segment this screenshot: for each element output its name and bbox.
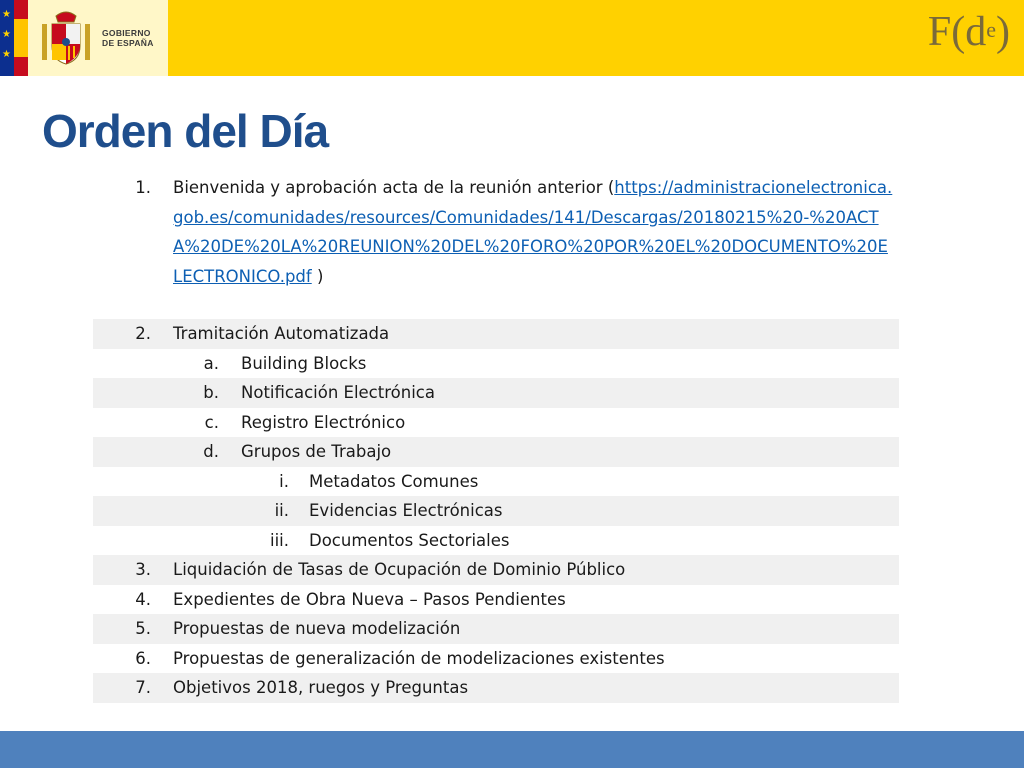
gov-line1: GOBIERNO xyxy=(102,28,151,38)
agenda-item xyxy=(93,319,899,349)
agenda-item xyxy=(93,673,899,703)
minutes-link[interactable]: https://administracionelectronica.gob.es/comunidades/resources/Comunidades/141/Descargas/20180215%20-%20ACTA%20DE%20LA%20REUNION%20DEL%20FORO%20POR%20EL%20DOCUMENTO%20ELECTRONICO.pdf xyxy=(173,178,893,286)
item-text: Documentos Sectoriales xyxy=(309,530,510,550)
agenda-subitem xyxy=(93,378,899,408)
item-text: Building Blocks xyxy=(241,353,367,373)
item-number: a. xyxy=(203,353,219,373)
item-text-before: Bienvenida y aprobación acta de la reunión anterior ( xyxy=(173,178,615,197)
item-number: 1. xyxy=(135,178,151,197)
item-text: Notificación Electrónica xyxy=(241,383,435,402)
coat-of-arms-icon xyxy=(40,10,92,66)
header-band xyxy=(0,0,1024,76)
item-text xyxy=(173,173,893,291)
item-text: Metadatos Comunes xyxy=(309,471,479,491)
item-text: Tramitación Automatizada xyxy=(173,324,390,343)
agenda-item xyxy=(93,614,899,644)
item-text: Liquidación de Tasas de Ocupación de Dominio Público xyxy=(173,560,626,579)
item-number: i. xyxy=(279,471,289,491)
item-text: Grupos de Trabajo xyxy=(241,442,392,461)
fde-logo-main: F(d xyxy=(927,9,987,55)
item-number: 3. xyxy=(135,560,151,579)
slide-title: Orden del Día xyxy=(42,105,329,157)
item-number: b. xyxy=(203,383,219,402)
agenda-item xyxy=(93,555,899,585)
agenda-item xyxy=(93,644,899,674)
eu-flag-strip xyxy=(0,0,14,76)
item-text: Evidencias Electrónicas xyxy=(309,501,503,520)
government-logo xyxy=(28,0,168,76)
agenda-subitem xyxy=(93,408,899,438)
spain-flag-strip xyxy=(14,0,28,76)
item-text: Objetivos 2018, ruegos y Preguntas xyxy=(173,678,469,697)
item-number: ii. xyxy=(274,501,289,520)
item-number: 6. xyxy=(135,648,151,668)
agenda-subsubitem xyxy=(93,496,899,526)
item-number: c. xyxy=(204,412,219,432)
agenda-subitem xyxy=(93,437,899,467)
item-text: Expedientes de Obra Nueva – Pasos Pendientes xyxy=(173,589,566,609)
agenda-item xyxy=(93,585,899,615)
item-text: Registro Electrónico xyxy=(241,412,406,432)
item-text-after: ) xyxy=(311,266,324,286)
star-icon: ★ xyxy=(2,29,11,40)
star-icon: ★ xyxy=(2,49,11,60)
footer-band xyxy=(0,731,1024,768)
gov-line2: DE ESPAÑA xyxy=(102,38,154,48)
item-text: Propuestas de generalización de modelizaciones existentes xyxy=(173,648,665,668)
star-icon: ★ xyxy=(2,9,11,20)
government-name xyxy=(102,28,154,48)
fde-logo-sup: e xyxy=(986,17,996,42)
item-number: 2. xyxy=(135,324,151,343)
agenda-list xyxy=(93,173,899,703)
fde-logo xyxy=(928,8,1010,56)
agenda-subsubitem xyxy=(93,467,899,497)
fde-logo-close: ) xyxy=(996,9,1010,55)
item-number: d. xyxy=(203,442,219,461)
agenda-subsubitem xyxy=(93,526,899,556)
item-number: 7. xyxy=(135,678,151,697)
item-number: iii. xyxy=(270,530,289,550)
agenda-item xyxy=(93,173,899,319)
item-number: 4. xyxy=(135,589,151,609)
agenda-subitem xyxy=(93,349,899,379)
item-text: Propuestas de nueva modelización xyxy=(173,619,461,638)
item-number: 5. xyxy=(135,619,151,638)
